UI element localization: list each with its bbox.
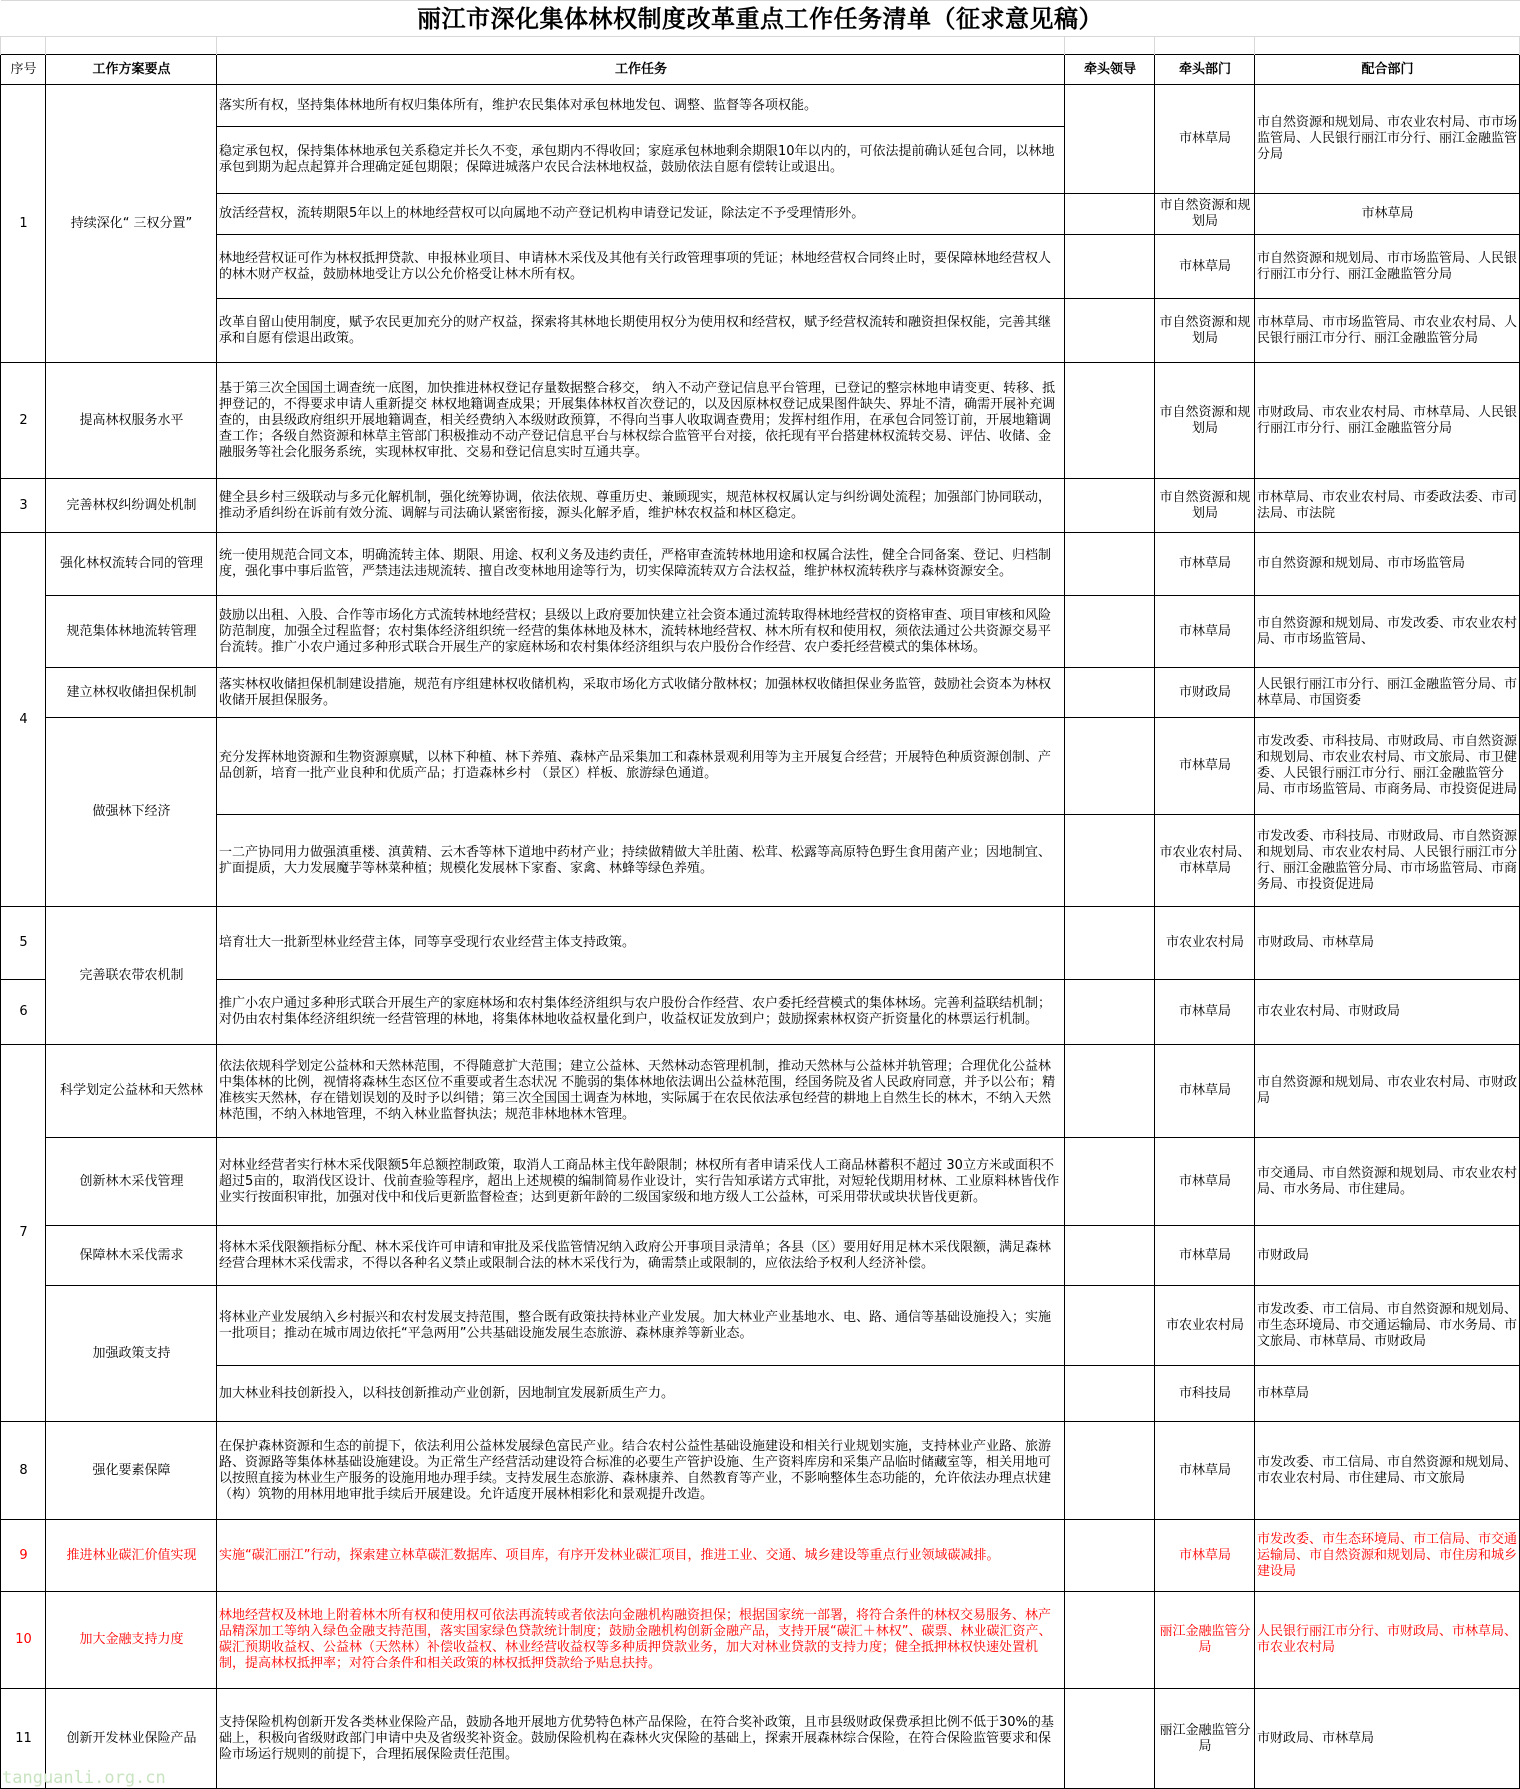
coop-dept-cell: 市发改委、市工信局、市自然资源和规划局、市农业农村局、市住建局、市文旅局	[1255, 1422, 1520, 1520]
table-row	[1, 1689, 1520, 1789]
leader-cell	[1065, 815, 1155, 907]
table-row	[1, 815, 1520, 907]
work-point-cell: 完善联农带农机制	[46, 907, 217, 1045]
seq-cell: 10	[1, 1592, 46, 1689]
work-point-cell: 创新开发林业保险产品	[46, 1689, 217, 1789]
lead-dept-cell: 市林草局	[1155, 533, 1255, 596]
table-row	[1, 194, 1520, 235]
task-cell: 在保护森林资源和生态的前提下，依法利用公益林发展绿色富民产业。结合农村公益性基础设施建设和相关行业规划实施，支持林业产业路、旅游路、资源路等集体林基础设施建设。为正常生产经营活动建设符合标准的必要生产管护设施、生产资料库房和采集产品临时储藏室等，相关用地可以按照直接为林业生产服务的设施用地办理手续。支持发展生态旅游、森林康养、自然教育等产业，不影响整体生态功能的，允许依法办理点状建（构）筑物的用林用地审批手续后开展建设。允许适度开展林相彩化和景观提升改造。	[217, 1422, 1065, 1520]
leader-cell	[1065, 85, 1155, 194]
leader-cell	[1065, 596, 1155, 668]
seq-cell: 3	[1, 479, 46, 533]
coop-dept-cell: 市发改委、市科技局、市财政局、市自然资源和规划局、市农业农村局、市文旅局、市卫健委、人民银行丽江市分行、丽江金融监管分局、市市场监管局、市商务局、市投资促进局	[1255, 718, 1520, 815]
table-row	[1, 1138, 1520, 1226]
seq-cell: 7	[1, 1045, 46, 1422]
blank-row	[1, 37, 1520, 55]
leader-cell	[1065, 1689, 1155, 1789]
coop-dept-cell: 市交通局、市自然资源和规划局、市农业农村局、市水务局、市住建局。	[1255, 1138, 1520, 1226]
lead-dept-cell: 市自然资源和规划局	[1155, 299, 1255, 363]
empty-cell	[217, 37, 1065, 55]
empty-cell	[1065, 37, 1155, 55]
leader-cell	[1065, 1226, 1155, 1286]
seq-cell: 4	[1, 533, 46, 907]
lead-dept-cell: 市农业农村局	[1155, 1286, 1255, 1366]
table-row	[1, 718, 1520, 815]
work-point-cell: 推进林业碳汇价值实现	[46, 1520, 217, 1592]
coop-dept-cell: 人民银行丽江市分行、市财政局、市林草局、市农业农村局	[1255, 1592, 1520, 1689]
seq-cell: 1	[1, 85, 46, 363]
lead-dept-cell: 丽江金融监管分局	[1155, 1689, 1255, 1789]
leader-cell	[1065, 1366, 1155, 1422]
lead-dept-cell: 市林草局	[1155, 596, 1255, 668]
task-cell: 林地经营权证可作为林权抵押贷款、申报林业项目、申请林木采伐及其他有关行政管理事项的凭证；林地经营权合同终止时，要保障林地经营权人的林木财产权益，鼓励林地受让方以公允价格受让林木所有权。	[217, 235, 1065, 299]
leader-cell	[1065, 533, 1155, 596]
table-row	[1, 235, 1520, 299]
task-cell: 培育壮大一批新型林业经营主体，同等享受现行农业经营主体支持政策。	[217, 907, 1065, 980]
seq-cell: 6	[1, 980, 46, 1045]
coop-dept-cell: 市财政局、市林草局	[1255, 1689, 1520, 1789]
lead-dept-cell: 市农业农村局	[1155, 907, 1255, 980]
lead-dept-cell: 市林草局	[1155, 1226, 1255, 1286]
lead-dept-cell: 市林草局	[1155, 980, 1255, 1045]
work-point-cell: 规范集体林地流转管理	[46, 596, 217, 668]
header-row	[1, 55, 1520, 85]
coop-dept-cell: 市财政局	[1255, 1226, 1520, 1286]
lead-dept-cell: 市林草局	[1155, 85, 1255, 194]
lead-dept-cell: 市自然资源和规划局	[1155, 479, 1255, 533]
table-row	[1, 363, 1520, 479]
coop-dept-cell: 市林草局、市市场监管局、市农业农村局、人民银行丽江市分行、丽江金融监管分局	[1255, 299, 1520, 363]
task-cell: 基于第三次全国国土调查统一底图，加快推进林权登记存量数据整合移交， 纳入不动产登记信息平台管理，已登记的整宗林地申请变更、转移、抵押登记的，不得要求申请人重新提交 林权地籍调查成果；开展集体林权首次登记的，以及因原林权登记成果图件缺失、界址不清，确需开展补充调查的，由县级政府组织开展地籍调查，相关经费纳入本级财政预算，不得向当事人收取调查费用；发挥村组作用，在承包合同签订前，开展地籍调查工作；各级自然资源和林草主管部门积极推动不动产登记信息平台与林权综合监管平台对接，依托现有平台搭建林权流转交易、评估、收储、金融服务等社会化服务系统，实现林权审批、交易和登记信息实时互通共享。	[217, 363, 1065, 479]
lead-dept-cell: 市林草局	[1155, 1045, 1255, 1138]
task-cell: 充分发挥林地资源和生物资源禀赋，以林下种植、林下养殖、森林产品采集加工和森林景观利用等为主开展复合经营；开展特色种质资源创制、产品创新，培育一批产业良种和优质产品；打造森林乡村 （景区）样板、旅游绿色通道。	[217, 718, 1065, 815]
work-point-cell: 建立林权收储担保机制	[46, 668, 217, 718]
lead-dept-cell: 市财政局	[1155, 668, 1255, 718]
leader-cell	[1065, 363, 1155, 479]
task-cell: 加大林业科技创新投入，以科技创新推动产业创新，因地制宜发展新质生产力。	[217, 1366, 1065, 1422]
leader-cell	[1065, 907, 1155, 980]
empty-cell	[46, 37, 217, 55]
task-cell: 一二产协同用力做强滇重楼、滇黄精、云木香等林下道地中药材产业；持续做精做大羊肚菌、松茸、松露等高原特色野生食用菌产业；因地制宜、扩面提质，大力发展魔芋等林菜种植；规模化发展林下家畜、家禽、林蜂等绿色养殖。	[217, 815, 1065, 907]
lead-dept-cell: 市林草局	[1155, 235, 1255, 299]
table-row	[1, 479, 1520, 533]
task-cell: 林地经营权及林地上附着林木所有权和使用权可依法再流转或者依法向金融机构融资担保；根据国家统一部署，将符合条件的林权交易服务、林产品精深加工等纳入绿色金融支持范围，落实国家绿色贷款统计制度；鼓励金融机构创新金融产品，支持开展“碳汇＋林权”、碳票、林业碳汇资产、 碳汇预期收益权、公益林（天然林）补偿收益权、林业经营收益权等多种质押贷款业务，加大对林业贷款的支持力度；健全抵押林权快速处置机制，提高林权抵押率；对符合条件和相关政策的林权抵押贷款给予贴息扶持。	[217, 1592, 1065, 1689]
task-cell: 对林业经营者实行林木采伐限额5年总额控制政策，取消人工商品林主伐年龄限制；林权所有者申请采伐人工商品林蓄积不超过 30立方米或面积不超过5亩的，取消伐区设计、伐前查验等程序，超出上述规模的编制简易作业设计，实行告知承诺方式审批，对短轮伐期用材林、工业原料林皆伐作业实行按面积审批，加强对伐中和伐后更新监督检查；达到更新年龄的二级国家级和地方级人工公益林，可采用带状或块状皆伐更新。	[217, 1138, 1065, 1226]
lead-dept-cell: 市自然资源和规划局	[1155, 194, 1255, 235]
work-point-cell: 科学划定公益林和天然林	[46, 1045, 217, 1138]
coop-dept-cell: 市农业农村局、市财政局	[1255, 980, 1520, 1045]
coop-dept-cell: 市财政局、市农业农村局、市林草局、人民银行丽江市分行、丽江金融监管分局	[1255, 363, 1520, 479]
lead-dept-cell: 市林草局	[1155, 1422, 1255, 1520]
task-cell: 落实林权收储担保机制建设措施，规范有序组建林权收储机构，采取市场化方式收储分散林权；加强林权收储担保业务监管，鼓励社会资本为林权收储开展担保服务。	[217, 668, 1065, 718]
table-row	[1, 1286, 1520, 1366]
task-cell: 将林业产业发展纳入乡村振兴和农村发展支持范围，整合既有政策扶持林业产业发展。加大林业产业基地水、电、路、通信等基础设施投入；实施一批项目；推动在城市周边依托“平急两用”公共基础设施发展生态旅游、森林康养等新业态。	[217, 1286, 1065, 1366]
task-cell: 鼓励以出租、入股、合作等市场化方式流转林地经营权；县级以上政府要加快建立社会资本通过流转取得林地经营权的资格审查、项目审核和风险防范制度，加强全过程监督；农村集体经济组织统一经营的集体林地及林木，流转林地经营权、林木所有权和使用权，须依法通过公共资源交易平台流转。推广小农户通过多种形式联合开展生产的家庭林场和农村集体经济组织与农户股份合作经营、农户委托经营模式的集体林场。	[217, 596, 1065, 668]
lead-dept-cell: 市林草局	[1155, 1138, 1255, 1226]
lead-dept-cell: 丽江金融监管分局	[1155, 1592, 1255, 1689]
leader-cell	[1065, 1592, 1155, 1689]
task-cell: 将林木采伐限额指标分配、林木采伐许可申请和审批及采伐监管情况纳入政府公开事项目录清单；各县（区）要用好用足林木采伐限额，满足森林经营合理林木采伐需求，不得以各种名义禁止或限制合法的林木采伐行为，确需禁止或限制的，应依法给予权利人经济补偿。	[217, 1226, 1065, 1286]
work-point-cell: 加强政策支持	[46, 1286, 217, 1422]
table-row	[1, 907, 1520, 980]
page-title: 丽江市深化集体林权制度改革重点工作任务清单（征求意见稿）	[1, 1, 1520, 37]
coop-dept-cell: 市林草局	[1255, 194, 1520, 235]
table-row-emphasized	[1, 1520, 1520, 1592]
header-lead-dept: 牵头部门	[1155, 55, 1255, 85]
task-cell: 改革自留山使用制度，赋予农民更加充分的财产权益，探索将其林地长期使用权分为使用权和经营权，赋予经营权流转和融资担保权能，完善其继承和自愿有偿退出政策。	[217, 299, 1065, 363]
coop-dept-cell: 市自然资源和规划局、市发改委、市农业农村局、市市场监管局、	[1255, 596, 1520, 668]
leader-cell	[1065, 1520, 1155, 1592]
table-row	[1, 1045, 1520, 1138]
table-row	[1, 1226, 1520, 1286]
leader-cell	[1065, 235, 1155, 299]
coop-dept-cell: 市自然资源和规划局、市农业农村局、市市场监管局、人民银行丽江市分行、丽江金融监管分局	[1255, 85, 1520, 194]
seq-cell: 5	[1, 907, 46, 980]
work-point-cell: 完善林权纠纷调处机制	[46, 479, 217, 533]
table-row	[1, 668, 1520, 718]
table-row	[1, 596, 1520, 668]
lead-dept-cell: 市林草局	[1155, 718, 1255, 815]
table-row	[1, 1422, 1520, 1520]
leader-cell	[1065, 1422, 1155, 1520]
leader-cell	[1065, 299, 1155, 363]
coop-dept-cell: 市林草局、市农业农村局、市委政法委、市司法局、市法院	[1255, 479, 1520, 533]
task-cell: 放活经营权，流转期限5年以上的林地经营权可以向属地不动产登记机构申请登记发证，除法定不予受理情形外。	[217, 194, 1065, 235]
task-cell: 落实所有权，坚持集体林地所有权归集体所有，维护农民集体对承包林地发包、调整、监督等各项权能。	[217, 85, 1065, 127]
leader-cell	[1065, 718, 1155, 815]
seq-cell: 11	[1, 1689, 46, 1789]
leader-cell	[1065, 1138, 1155, 1226]
lead-dept-cell: 市科技局	[1155, 1366, 1255, 1422]
empty-cell	[1155, 37, 1255, 55]
leader-cell	[1065, 479, 1155, 533]
table-row	[1, 299, 1520, 363]
coop-dept-cell: 市林草局	[1255, 1366, 1520, 1422]
table-row	[1, 533, 1520, 596]
task-cell: 支持保险机构创新开发各类林业保险产品，鼓励各地开展地方优势特色林产品保险，在符合奖补政策，且市县级财政保费承担比例不低于30%的基础上，积极向省级财政部门申请中央及省级奖补资金。鼓励保险机构在森林火灾保险的基础上，探索开展森林综合保险，在符合保险监管要求和保险市场运行规则的前提下，合理拓展保险责任范围。	[217, 1689, 1065, 1789]
seq-cell: 9	[1, 1520, 46, 1592]
coop-dept-cell: 市自然资源和规划局、市市场监管局	[1255, 533, 1520, 596]
header-work-point: 工作方案要点	[46, 55, 217, 85]
coop-dept-cell: 人民银行丽江市分行、丽江金融监管分局、市林草局、市国资委	[1255, 668, 1520, 718]
coop-dept-cell: 市发改委、市生态环境局、市工信局、市交通运输局、市自然资源和规划局、市住房和城乡建设局	[1255, 1520, 1520, 1592]
table-row	[1, 980, 1520, 1045]
coop-dept-cell: 市发改委、市科技局、市财政局、市自然资源和规划局、市农业农村局、人民银行丽江市分行、丽江金融监管分局、市市场监管局、市商务局、市投资促进局	[1255, 815, 1520, 907]
lead-dept-cell: 市林草局	[1155, 1520, 1255, 1592]
table-row	[1, 85, 1520, 127]
work-point-cell: 强化要素保障	[46, 1422, 217, 1520]
coop-dept-cell: 市财政局、市林草局	[1255, 907, 1520, 980]
leader-cell	[1065, 980, 1155, 1045]
work-point-cell: 加大金融支持力度	[46, 1592, 217, 1689]
leader-cell	[1065, 668, 1155, 718]
empty-cell	[1255, 37, 1520, 55]
task-cell: 依法依规科学划定公益林和天然林范围，不得随意扩大范围；建立公益林、天然林动态管理机制，推动天然林与公益林并轨管理；合理优化公益林中集体林的比例，视情将森林生态区位不重要或者生态状况 不脆弱的集体林地依法调出公益林范围，经国务院及省人民政府同意，并予以公布；精准核实天然林，存在错划误划的及时予以纠错；第三次全国国土调查为林地，实际属于在农民依法承包经营的耕地上自然生长的林木，不纳入天然林范围，不纳入林地管理，不纳入林业监督执法；规范非林地林木管理。	[217, 1045, 1065, 1138]
header-leader: 牵头领导	[1065, 55, 1155, 85]
task-cell: 推广小农户通过多种形式联合开展生产的家庭林场和农村集体经济组织与农户股份合作经营、农户委托经营模式的集体林场。完善利益联结机制；对仍由农村集体经济组织统一经营管理的林地，将集体林地收益权量化到户，收益权证发放到户；鼓励探索林权资产折资量化的林票运行机制。	[217, 980, 1065, 1045]
watermark-text: tanguanli.org.cn	[2, 1768, 166, 1788]
header-task: 工作任务	[217, 55, 1065, 85]
work-point-cell: 创新林木采伐管理	[46, 1138, 217, 1226]
seq-cell: 8	[1, 1422, 46, 1520]
lead-dept-cell: 市农业农村局、市林草局	[1155, 815, 1255, 907]
empty-cell	[1, 37, 46, 55]
task-cell: 实施“碳汇丽江”行动，探索建立林草碳汇数据库、项目库，有序开发林业碳汇项目，推进工业、交通、城乡建设等重点行业领域碳减排。	[217, 1520, 1065, 1592]
leader-cell	[1065, 1045, 1155, 1138]
header-coop-dept: 配合部门	[1255, 55, 1520, 85]
title-row	[1, 1, 1520, 37]
work-point-cell: 提高林权服务水平	[46, 363, 217, 479]
leader-cell	[1065, 194, 1155, 235]
lead-dept-cell: 市自然资源和规划局	[1155, 363, 1255, 479]
task-cell: 稳定承包权，保持集体林地承包关系稳定并长久不变，承包期内不得收回；家庭承包林地剩余期限10年以内的，可依法提前确认延包合同，以林地承包到期为起点起算并合理确定延包期限；保障进城落户农民合法林地权益，鼓励依法自愿有偿转让或退出。	[217, 127, 1065, 194]
coop-dept-cell: 市发改委、市工信局、市自然资源和规划局、市生态环境局、市交通运输局、市水务局、市文旅局、市林草局、市财政局	[1255, 1286, 1520, 1366]
work-point-cell: 持续深化“ 三权分置”	[46, 85, 217, 363]
table-row	[1, 1366, 1520, 1422]
coop-dept-cell: 市自然资源和规划局、市农业农村局、市财政局	[1255, 1045, 1520, 1138]
work-point-cell: 强化林权流转合同的管理	[46, 533, 217, 596]
header-seq: 序号	[1, 55, 46, 85]
work-point-cell: 做强林下经济	[46, 718, 217, 907]
leader-cell	[1065, 1286, 1155, 1366]
task-cell: 健全县乡村三级联动与多元化解机制，强化统筹协调，依法依规、尊重历史、兼顾现实，规范林权权属认定与纠纷调处流程；加强部门协同联动，推动矛盾纠纷在诉前有效分流、调解与司法确认紧密衔接，源头化解矛盾，维护林农权益和林区稳定。	[217, 479, 1065, 533]
task-cell: 统一使用规范合同文本，明确流转主体、期限、用途、权利义务及违约责任，严格审查流转林地用途和权属合法性，健全合同备案、登记、归档制度，强化事中事后监管，严禁违法违规流转、擅自改变林地用途等行为，切实保障流转双方合法权益，维护林权流转秩序与森林资源安全。	[217, 533, 1065, 596]
work-point-cell: 保障林木采伐需求	[46, 1226, 217, 1286]
table-row-emphasized	[1, 1592, 1520, 1689]
seq-cell: 2	[1, 363, 46, 479]
coop-dept-cell: 市自然资源和规划局、市市场监管局、人民银行丽江市分行、丽江金融监管分局	[1255, 235, 1520, 299]
